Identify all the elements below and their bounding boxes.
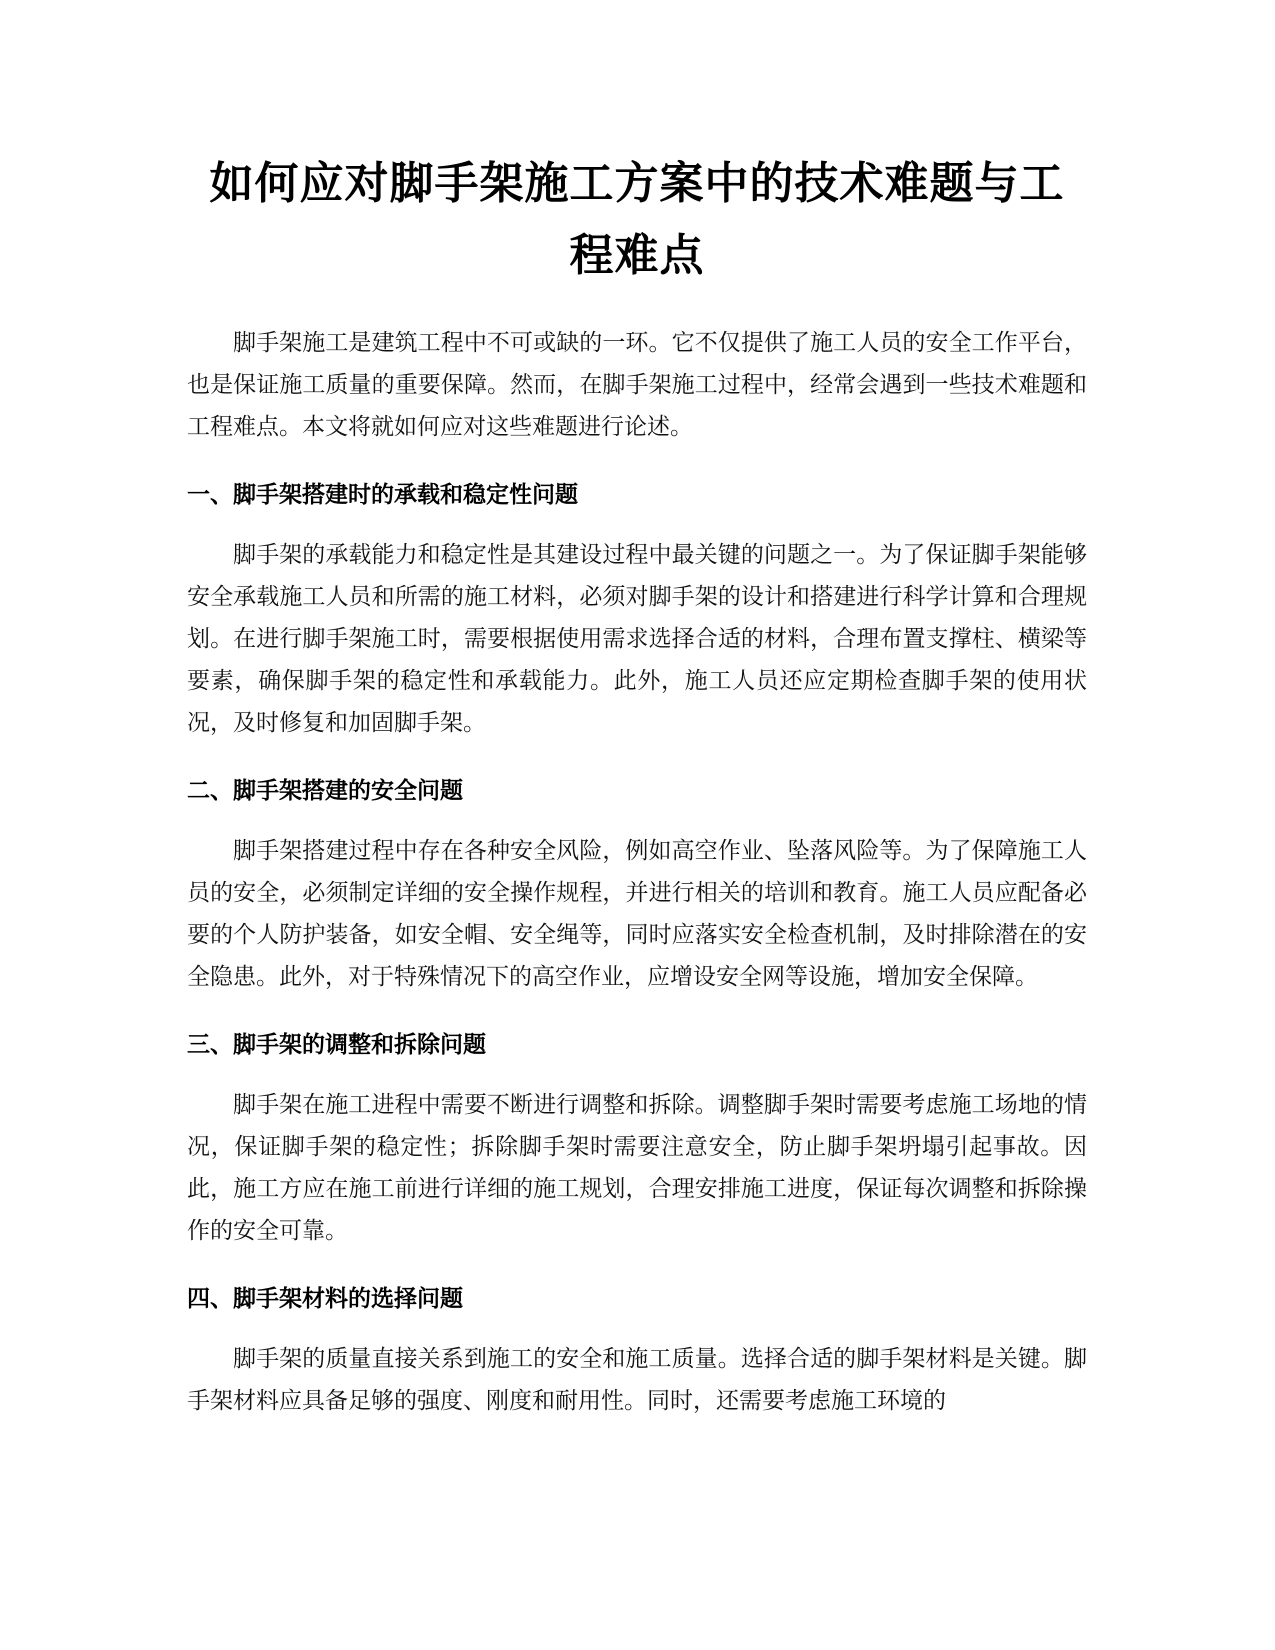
section-body-1: 脚手架的承载能力和稳定性是其建设过程中最关键的问题之一。为了保证脚手架能够安全承载施工人员和所需的施工材料，必须对脚手架的设计和搭建进行科学计算和合理规划。在进行脚手架施工时，需要根据使用需求选择合适的材料，合理布置支撑柱、横梁等要素，确保脚手架的稳定性和承载能力。此外，施工人员还应定期检查脚手架的使用状况，及时修复和加固脚手架。: [187, 542, 1087, 736]
document-page: [187, 0, 1087, 1650]
section-heading-1: 一、脚手架搭建时的承载和稳定性问题: [187, 482, 578, 508]
section-body-2: 脚手架搭建过程中存在各种安全风险，例如高空作业、坠落风险等。为了保障施工人员的安全，必须制定详细的安全操作规程，并进行相关的培训和教育。施工人员应配备必要的个人防护装备，如安全帽、安全绳等，同时应落实安全检查机制，及时排除潜在的安全隐患。此外，对于特殊情况下的高空作业，应增设安全网等设施，增加安全保障。: [187, 838, 1087, 990]
section-body-3: 脚手架在施工进程中需要不断进行调整和拆除。调整脚手架时需要考虑施工场地的情况，保证脚手架的稳定性；拆除脚手架时需要注意安全，防止脚手架坍塌引起事故。因此，施工方应在施工前进行详细的施工规划，合理安排施工进度，保证每次调整和拆除操作的安全可靠。: [187, 1092, 1087, 1244]
document-title-line-2: 程难点: [569, 230, 705, 281]
section-body-4: 脚手架的质量直接关系到施工的安全和施工质量。选择合适的脚手架材料是关键。脚手架材料应具备足够的强度、刚度和耐用性。同时，还需要考虑施工环境的: [187, 1346, 1087, 1414]
section-heading-4: 四、脚手架材料的选择问题: [187, 1286, 463, 1312]
section-heading-2: 二、脚手架搭建的安全问题: [187, 778, 463, 804]
intro-paragraph: 脚手架施工是建筑工程中不可或缺的一环。它不仅提供了施工人员的安全工作平台，也是保证施工质量的重要保障。然而，在脚手架施工过程中，经常会遇到一些技术难题和工程难点。本文将就如何应对这些难题进行论述。: [187, 330, 1087, 440]
section-heading-3: 三、脚手架的调整和拆除问题: [187, 1032, 486, 1058]
document-title-line-1: 如何应对脚手架施工方案中的技术难题与工: [209, 158, 1065, 209]
document-title: [187, 148, 1087, 292]
